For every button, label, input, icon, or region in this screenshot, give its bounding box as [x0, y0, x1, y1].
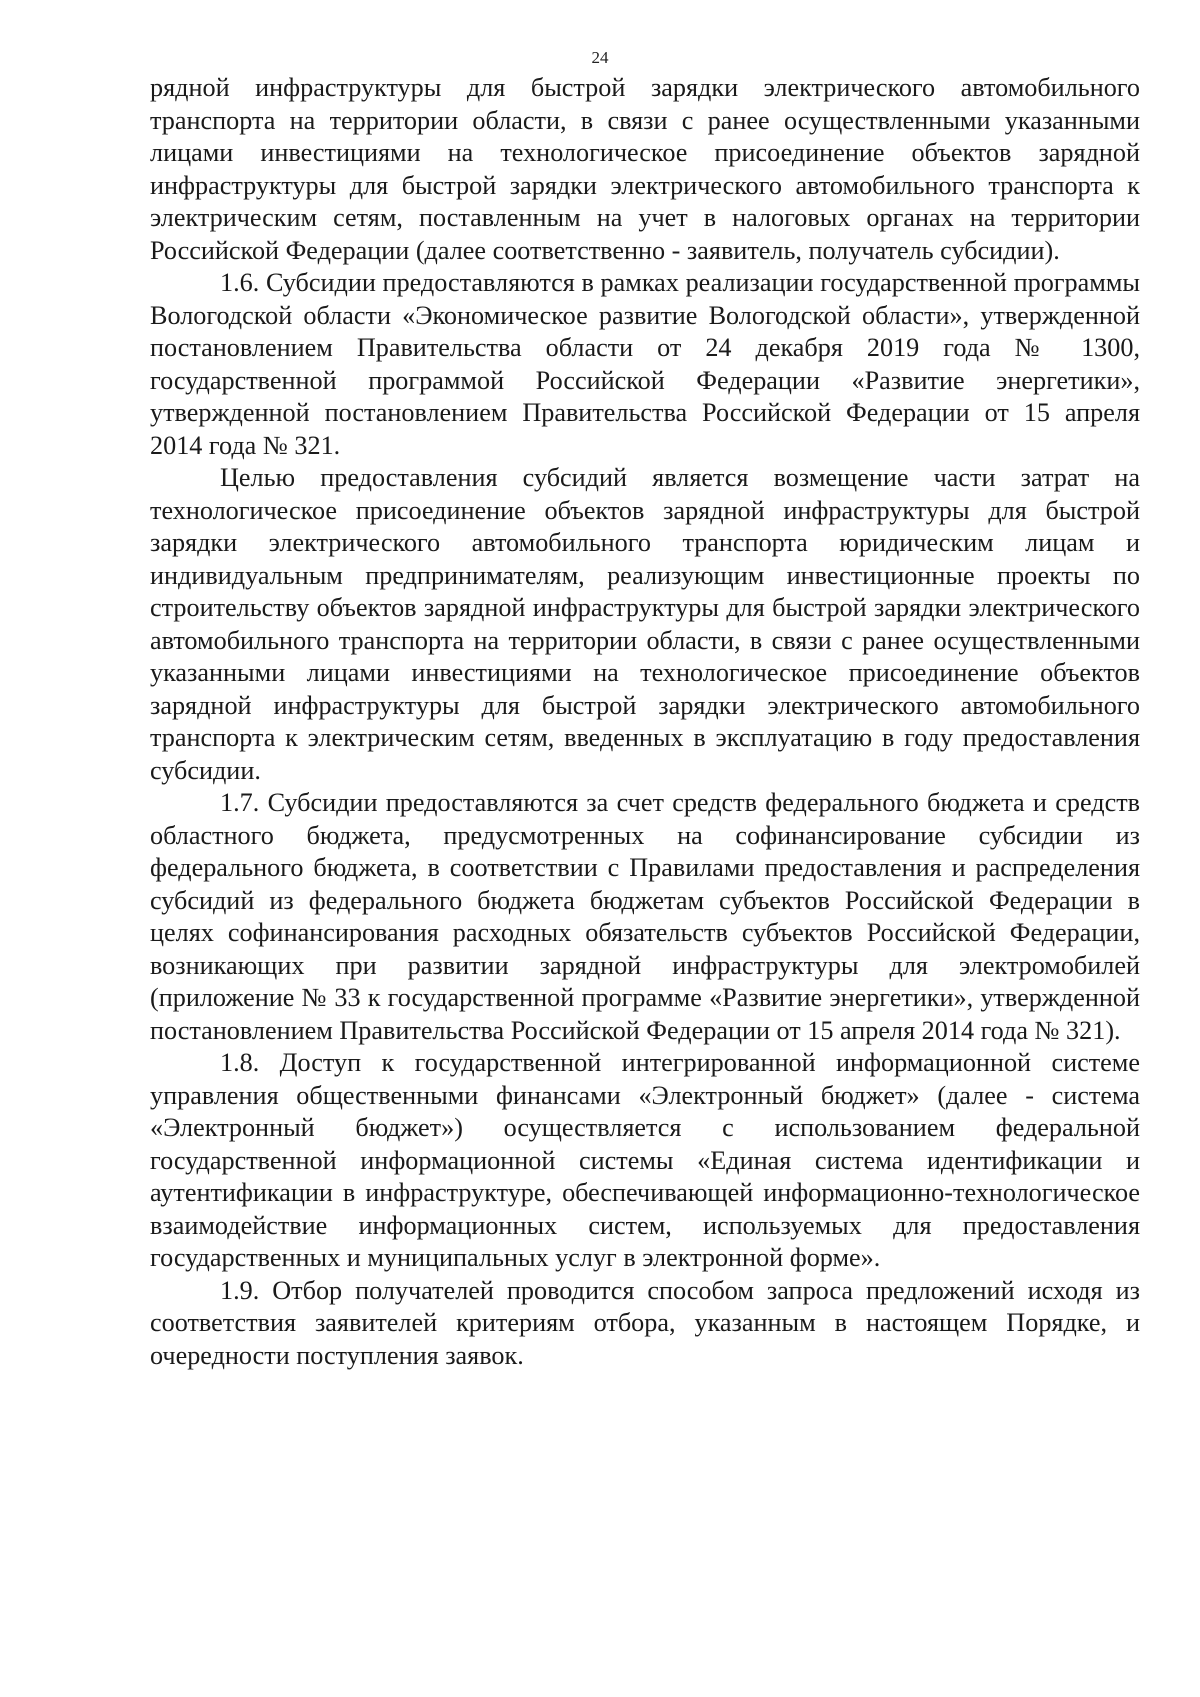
document-body: [150, 72, 1140, 1372]
paragraph-1-8: 1.8. Доступ к государственной интегрированной информационной системе управления общественными финансами «Электронный бюджет» (далее - система «Электронный бюджет») осуществляется с использованием федеральной государственной информационной системы «Единая система идентификации и аутентификации в инфраструктуре, обеспечивающей информационно-технологическое взаимодействие информационных систем, используемых для предоставления государственных и муниципальных услуг в электронной форме».: [150, 1048, 1140, 1272]
paragraph-1-6: 1.6. Субсидии предоставляются в рамках реализации государственной программы Вологодской области «Экономическое развитие Вологодской области», утвержденной постановлением Правительства области от 24 декабря 2019 года № 1300, государственной программой Российской Федерации «Развитие энергетики», утвержденной постановлением Правительства Российской Федерации от 15 апреля 2014 года № 321.: [150, 268, 1140, 460]
paragraph-1-7: 1.7. Субсидии предоставляются за счет средств федерального бюджета и средств областного бюджета, предусмотренных на софинансирование субсидии из федерального бюджета, в соответствии с Правилами предоставления и распределения субсидий из федерального бюджета бюджетам субъектов Российской Федерации в целях софинансирования расходных обязательств субъектов Российской Федерации, возникающих при развитии зарядной инфраструктуры для электромобилей (приложение № 33 к государственной программе «Развитие энергетики», утвержденной постановлением Правительства Российской Федерации от 15 апреля 2014 года № 321).: [150, 788, 1140, 1045]
page-number: 24: [591, 48, 609, 67]
paragraph: рядной инфраструктуры для быстрой зарядки электрического автомобильного транспорта на территории области, в связи с ранее осуществленными указанными лицами инвестициями на технологическое присоединение объектов зарядной инфраструктуры для быстрой зарядки электрического автомобильного транспорта к электрическим сетям, поставленным на учет в налоговых органах на территории Российской Федерации (далее соответственно - заявитель, получатель субсидии).: [150, 73, 1140, 265]
paragraph-1-9: 1.9. Отбор получателей проводится способом запроса предложений исходя из соответствия заявителей критериям отбора, указанным в настоящем Порядке, и очередности поступления заявок.: [150, 1275, 1140, 1370]
paragraph-purpose: Целью предоставления субсидий является возмещение части затрат на технологическое присоединение объектов зарядной инфраструктуры для быстрой зарядки электрического автомобильного транспорта юридическим лицам и индивидуальным предпринимателям, реализующим инвестиционные проекты по строительству объектов зарядной инфраструктуры для быстрой зарядки электрического автомобильного транспорта на территории области, в связи с ранее осуществленными указанными лицами инвестициями на технологическое присоединение объектов зарядной инфраструктуры для быстрой зарядки электрического автомобильного транспорта к электрическим сетям, введенных в эксплуатацию в году предоставления субсидии.: [150, 463, 1140, 785]
